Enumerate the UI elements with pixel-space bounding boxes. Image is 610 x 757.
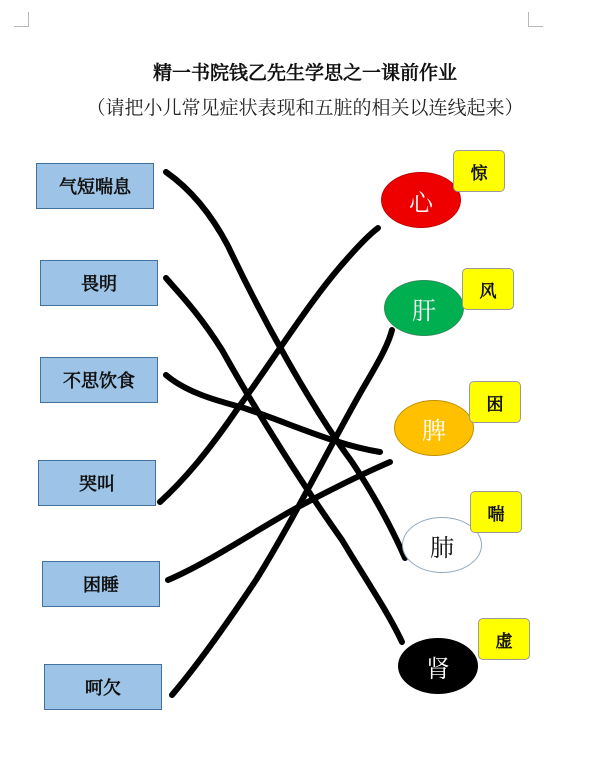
symptom-label: 气短喘息 bbox=[59, 177, 131, 198]
organ-circle-spleen bbox=[394, 400, 474, 456]
page-title: 精一书院钱乙先生学思之一课前作业 bbox=[152, 62, 457, 84]
organ-tag-label: 困 bbox=[486, 394, 504, 415]
page-corner-mark-right bbox=[528, 12, 543, 27]
page-corner-mark-left bbox=[14, 12, 29, 27]
organ-label: 脾 bbox=[422, 416, 446, 445]
organ-label: 肝 bbox=[412, 296, 436, 325]
organ-tag-label: 惊 bbox=[470, 163, 488, 184]
organ-circle-liver bbox=[384, 280, 464, 336]
connection-line bbox=[166, 375, 380, 452]
symptom-box bbox=[42, 561, 160, 607]
symptom-label: 呵欠 bbox=[85, 678, 121, 699]
symptom-label: 不思饮食 bbox=[63, 371, 135, 392]
organ-tag bbox=[469, 381, 521, 423]
organ-label: 心 bbox=[409, 188, 433, 217]
organ-label: 肺 bbox=[430, 533, 454, 562]
organ-tag-label: 喘 bbox=[487, 504, 505, 525]
symptom-box bbox=[44, 664, 162, 710]
organ-circle-kidney bbox=[398, 638, 478, 694]
symptom-label: 哭叫 bbox=[79, 474, 115, 495]
organ-tag-label: 虚 bbox=[495, 631, 513, 652]
connection-line bbox=[168, 462, 390, 580]
symptom-box bbox=[38, 460, 156, 506]
symptom-label: 畏明 bbox=[81, 274, 117, 295]
connection-line bbox=[166, 278, 402, 642]
symptom-box bbox=[40, 260, 158, 306]
organ-tag-label: 风 bbox=[479, 281, 497, 302]
organ-label: 肾 bbox=[426, 654, 450, 683]
organ-tag bbox=[470, 491, 522, 533]
organ-tag bbox=[453, 150, 505, 192]
connection-line bbox=[166, 172, 405, 558]
organ-tag bbox=[478, 618, 530, 660]
symptom-label: 困睡 bbox=[83, 575, 119, 596]
connection-line bbox=[172, 330, 392, 695]
symptom-box bbox=[40, 357, 158, 403]
page-subtitle: （请把小儿常见症状表现和五脏的相关以连线起来） bbox=[86, 97, 524, 119]
connection-line bbox=[160, 228, 378, 502]
symptom-box bbox=[36, 163, 154, 209]
organ-circle-heart bbox=[381, 172, 461, 228]
organ-tag bbox=[462, 268, 514, 310]
